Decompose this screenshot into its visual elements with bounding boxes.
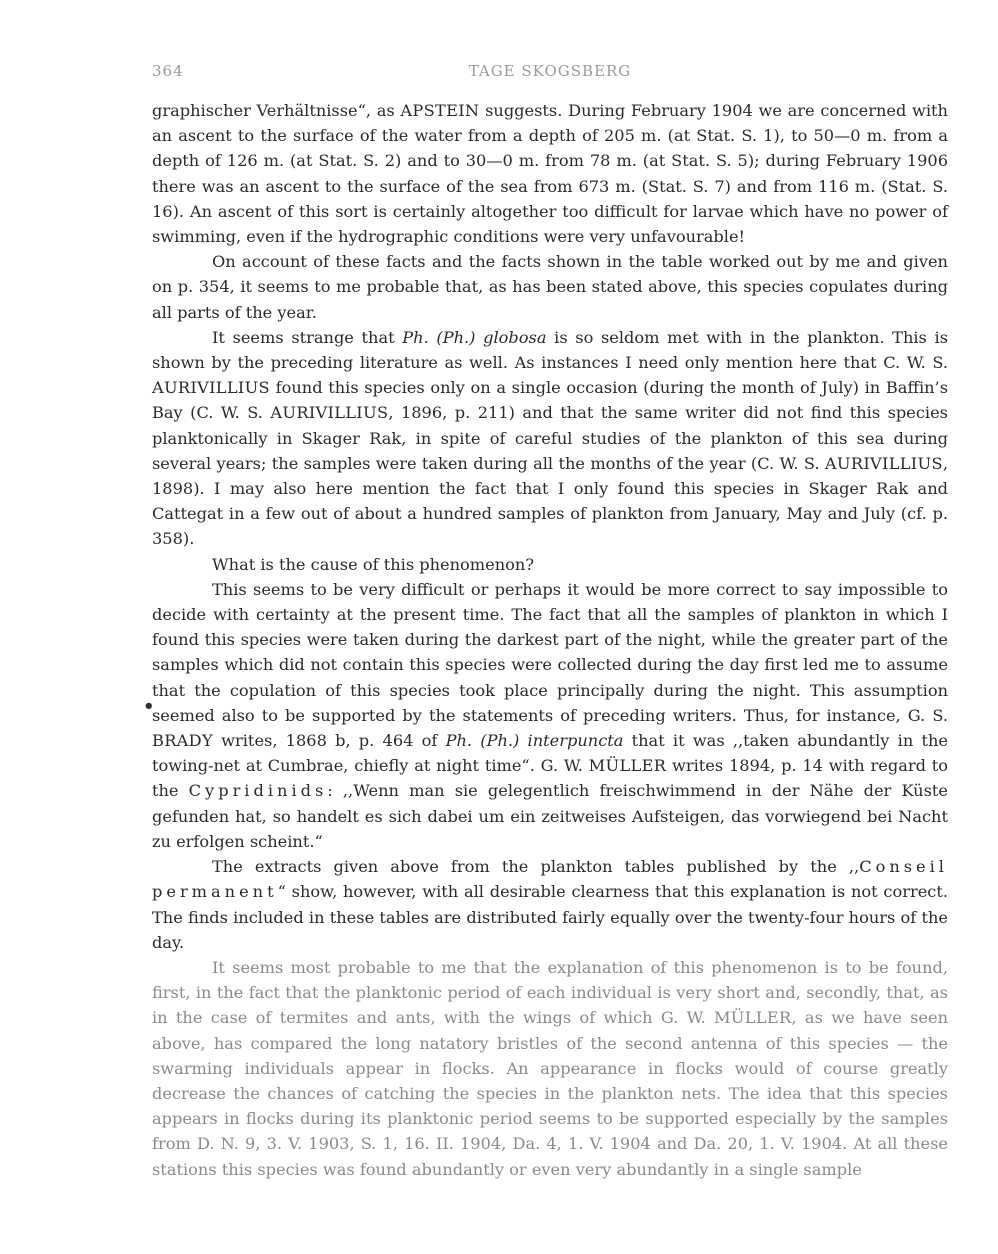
paragraph-2: On account of these facts and the facts shown in the table worked out by me and given on p. 354, it seems to me probable that, as has been stated above, this species copulates during all parts of the year. [152, 252, 948, 322]
page-header [152, 62, 948, 84]
page-number: 364 [152, 62, 184, 80]
taxon-name: Cypridinids [188, 781, 328, 801]
paragraph-3: It seems strange that Ph. (Ph.) globosa is so seldom met with in the plankton. This is shown by the preceding literature as well. As instances I need only mention here that C. W. S. AURIVILLIUS found this species only on a single occasion (during the month of July) in Baffin’s Bay (C. W. S. AURIVILLIUS, 1896, p. 211) and that the same writer did not find this species planktonically in Skager Rak, in spite of careful studies of the plankton of this sea during several years; the samples were taken during all the months of the year (C. W. S. AURIVILLIUS, 1898). I may also here mention the fact that I only found this species in Skager Rak and Cattegat in a few out of about a hundred samples of plankton from January, May and July (cf. p. 358). [152, 327, 949, 549]
paragraph-5: This seems to be very difficult or perhaps it would be more correct to say impossible to decide with certainty at the present time. The fact that all the samples of plankton in which I found this species were taken during the darkest part of the night, while the greater part of the samples which did not contain this species were collected during the day first led me to assume that the copulation of this species took place principally during the night. This assumption seemed also to be supported by the statements of preceding writers. Thus, for instance, G. S. BRADY writes, 1868 b, p. 464 of Ph. (Ph.) interpuncta that it was ,,taken abundantly in the towing-net at Cumbrae, chiefly at night time“. G. W. MÜLLER writes 1894, p. 14 with regard to the Cypridinids: ,,Wenn man sie gelegentlich freischwimmend in der Nähe der Küste gefunden hat, so handelt es sich dabei um ein zeitweises Aufsteigen, das vorwiegend bei Nacht zu erfolgen scheint.“ [152, 579, 949, 851]
paragraph-4: What is the cause of this phenomenon? [212, 554, 535, 574]
running-title: TAGE SKOGSBERG [468, 62, 632, 80]
author-name: MÜLLER [713, 1008, 792, 1028]
paragraph-1: graphischer Verhältnisse“, as APSTEIN suggests. During February 1904 we are concerned with an ascent to the surface of the water from a depth of 205 m. (at Stat. S. 1), to 50—0 m. from a depth of 126 m. (at Stat. S. 2) and to 30—0 m. from 78 m. (at Stat. S. 5); during February 1906 there was an ascent to the surface of the sea from 673 m. (Stat. S. 7) and from 116 m. (Stat. S. 16). An ascent of this sort is certainly altogether too difficult for larvae which have no power of swimming, even if the hydrographic conditions were very unfavourable! [152, 101, 948, 247]
organization-name: Conseil permanent [152, 857, 948, 902]
species-name: Ph. (Ph.) globosa [402, 327, 547, 347]
author-name: AURIVILLIUS [270, 403, 389, 423]
body-text [152, 98, 948, 1182]
paragraph-7: It seems most probable to me that the explanation of this phenomenon is to be found, first, in the fact that the planktonic period of each individual is very short and, secondly, that, as in the case of termites and ants, with the wings of which G. W. MÜLLER, as we have seen above, has compared the long natatory bristles of the second antenna of this species — the swarming individuals appear in flocks. An appearance in flocks would of course greatly decrease the chances of catching the species in the plankton nets. The idea that this species appears in flocks during its planktonic period seems to be supported especially by the samples from D. N. 9, 3. V. 1903, S. 1, 16. II. 1904, Da. 4, 1. V. 1904 and Da. 20, 1. V. 1904. At all these stations this species was found abundantly or even very abundantly in a single sample [152, 957, 948, 1179]
author-name: AURIVILLIUS [152, 378, 270, 398]
margin-mark: • [143, 696, 155, 717]
species-name: Ph. (Ph.) interpuncta [445, 731, 624, 751]
author-name: MÜLLER [588, 756, 667, 776]
author-name: BRADY [152, 731, 213, 751]
paragraph-6: The extracts given above from the plankton tables published by the ,,Conseil permanent“ show, however, with all desirable clearness that this explanation is not correct. The finds included in these tables are distributed fairly equally over the twenty-four hours of the day. [152, 857, 948, 952]
author-name: APSTEIN [400, 101, 480, 120]
author-name: AURIVILLIUS [824, 453, 943, 473]
